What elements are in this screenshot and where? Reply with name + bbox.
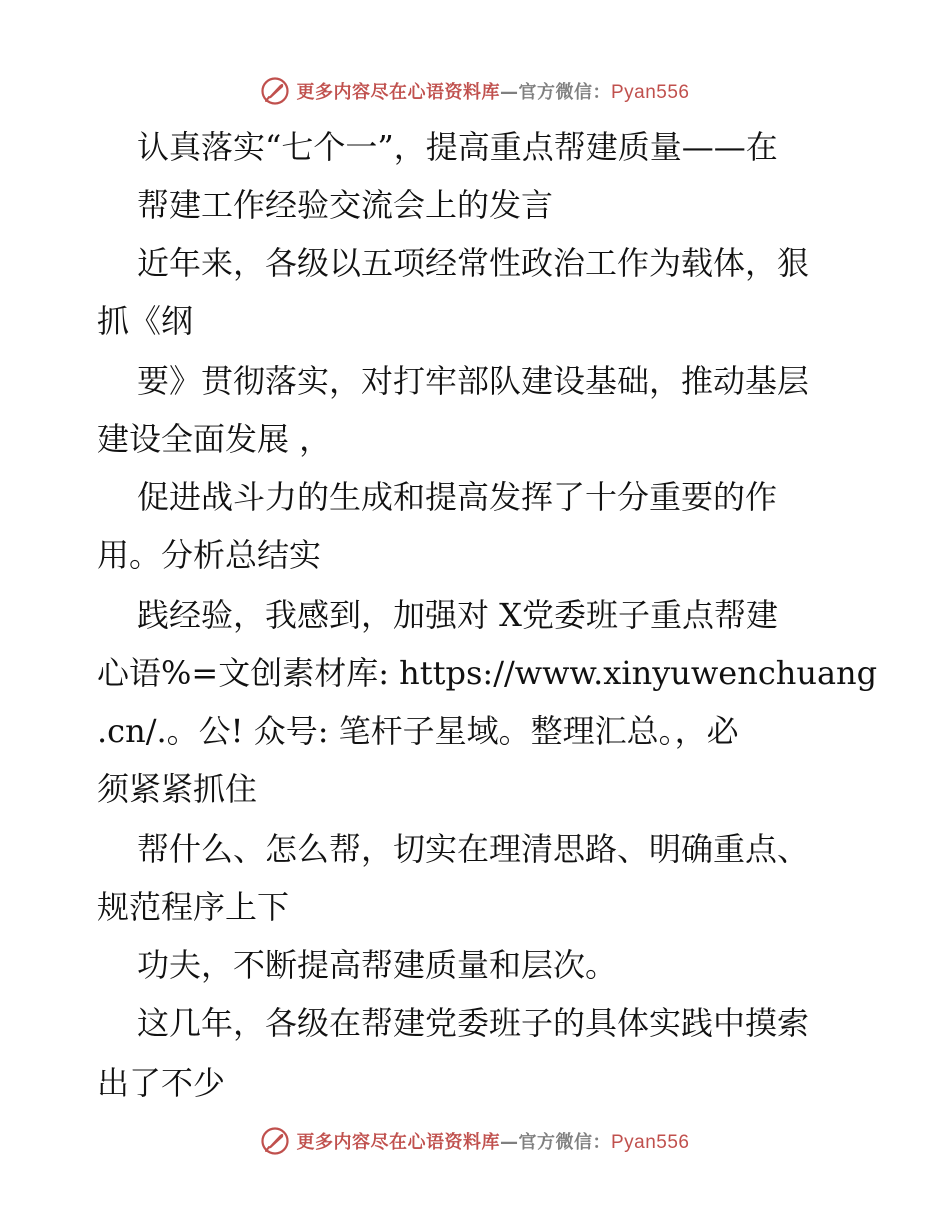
paragraph-line: 建设全面发展 ，	[97, 420, 332, 458]
banner-prefix: 更多内容尽在心语资料库	[296, 1132, 500, 1153]
banner-suffix: —官方微信：	[499, 1132, 611, 1153]
watermark-line: 心语%=文创素材库: https://www.xinyuwenchuang	[97, 654, 878, 692]
paragraph-line: 出了不少	[97, 1064, 226, 1102]
title-line: 帮建工作经验交流会上的发言	[137, 186, 554, 224]
footer-banner	[0, 1124, 950, 1158]
banner-suffix: —官方微信：	[499, 82, 611, 103]
paragraph-line: 用。分析总结实	[97, 536, 322, 574]
paragraph-line: 促进战斗力的生成和提高发挥了十分重要的作	[137, 478, 778, 516]
header-banner-text	[296, 78, 689, 104]
banner-wechat-id: Pyan556	[610, 82, 690, 103]
quill-pen-logo-icon	[260, 1126, 290, 1156]
title-line: 认真落实“七个一”，提高重点帮建质量——在	[137, 128, 778, 166]
watermark-line: .cn/.。公! 众号: 笔杆子星域。整理汇总。，必	[97, 712, 739, 750]
banner-prefix: 更多内容尽在心语资料库	[296, 82, 500, 103]
paragraph-line: 抓《纲	[97, 302, 194, 340]
paragraph-line: 帮什么、怎么帮，切实在理清思路、明确重点、	[137, 830, 810, 868]
paragraph-line: 规范程序上下	[97, 888, 290, 926]
quill-pen-logo-icon	[260, 76, 290, 106]
banner-wechat-id: Pyan556	[610, 1132, 690, 1153]
paragraph-line: 这几年，各级在帮建党委班子的具体实践中摸索	[137, 1004, 810, 1042]
paragraph-line: 须紧紧抓住	[97, 770, 258, 808]
paragraph-line: 近年来，各级以五项经常性政治工作为载体，狠	[137, 244, 810, 282]
paragraph-line: 功夫，不断提高帮建质量和层次。	[137, 946, 618, 984]
paragraph-line: 要》贯彻落实，对打牢部队建设基础，推动基层	[137, 362, 810, 400]
paragraph-line: 践经验，我感到，加强对 X党委班子重点帮建	[137, 596, 778, 634]
footer-banner-text	[296, 1128, 689, 1154]
header-banner	[0, 74, 950, 108]
